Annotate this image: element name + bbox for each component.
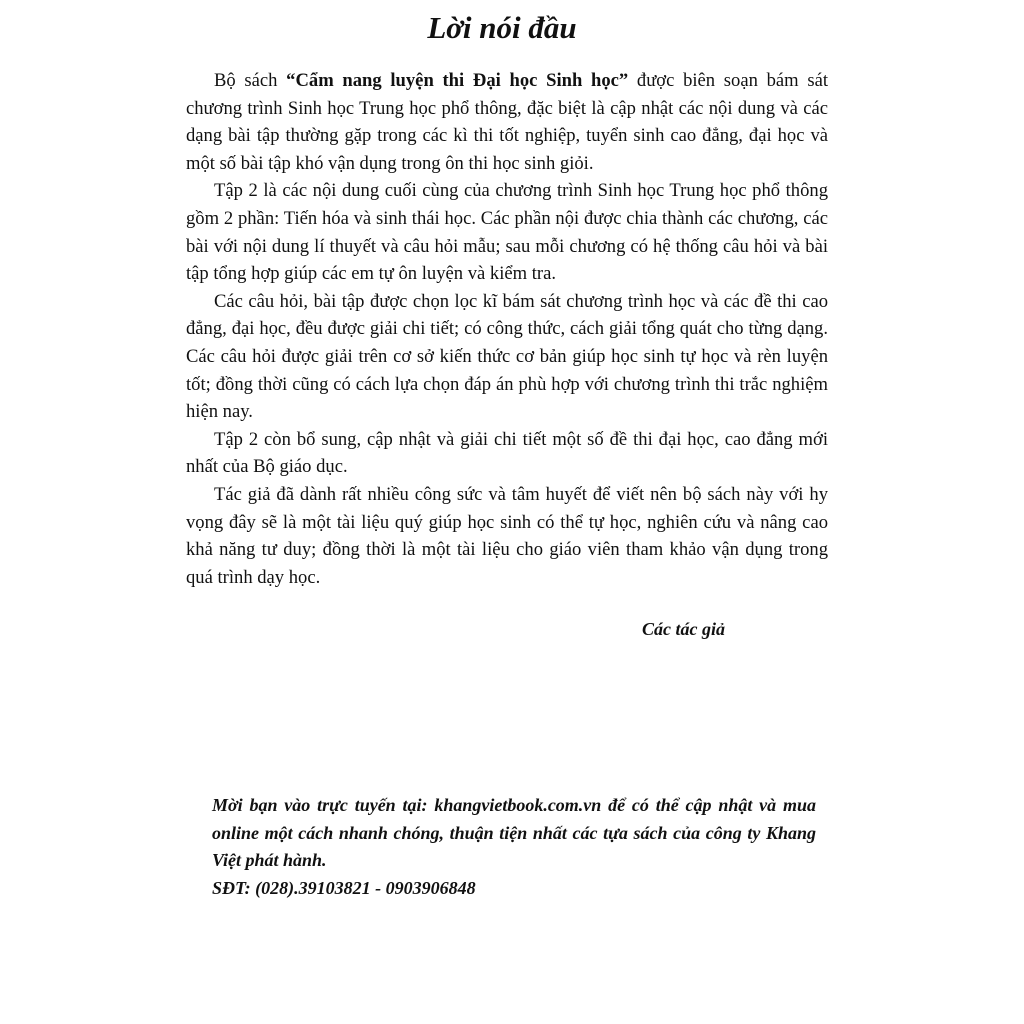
paragraph-2: Tập 2 là các nội dung cuối cùng của chương trình Sinh học Trung học phổ thông gồm 2 phần: Tiến hóa và sinh thái học. Các phần nội được chia thành các chương, các bài với nội dung lí thuyết và câu hỏi mẫu; sau mỗi chương có hệ thống câu hỏi và bài tập tổng hợp giúp các em tự ôn luyện và kiểm tra.	[186, 180, 828, 285]
footer-note	[212, 792, 816, 902]
paragraph-3: Các câu hỏi, bài tập được chọn lọc kĩ bám sát chương trình học và các đề thi cao đẳng, đại học, đều được giải chi tiết; có công thức, cách giải tổng quát cho từng dạng. Các câu hỏi được giải trên cơ sở kiến thức cơ bản giúp học sinh tự học và rèn luyện tốt; đồng thời cũng có cách lựa chọn đáp án phù hợp với chương trình thi trắc nghiệm hiện nay.	[186, 290, 828, 423]
paragraph-5: Tác giả đã dành rất nhiều công sức và tâm huyết để viết nên bộ sách này với hy vọng đây sẽ là một tài liệu quý giúp học sinh có thể tự học, nghiên cứu và nâng cao khả năng tư duy; đồng thời là một tài liệu cho giáo viên tham khảo vận dụng trong quá trình dạy học.	[186, 483, 828, 588]
book-series-title: “Cẩm nang luyện thi Đại học Sinh học”	[286, 70, 629, 91]
paragraph-1-pre: Bộ sách	[214, 70, 287, 91]
preface-body	[186, 67, 828, 591]
paragraph-1-post: được biên soạn bám sát chương trình Sinh học Trung học phổ thông, đặc biệt là cập nhật các nội dung và các dạng bài tập thường gặp trong các kì thi tốt nghiệp, tuyển sinh cao đẳng, đại học và một số bài tập khó vận dụng trong ôn thi học sinh giỏi.	[186, 70, 828, 174]
signature: Các tác giả	[642, 619, 725, 639]
footer-phone: SĐT: (028).39103821 - 0903906848	[212, 877, 476, 898]
footer-website-note: Mời bạn vào trực tuyến tại: khangvietbook.com.vn để có thể cập nhật và mua online một cách nhanh chóng, thuận tiện nhất các tựa sách của công ty Khang Việt phát hành.	[212, 795, 816, 871]
paragraph-1	[186, 67, 828, 177]
paragraph-4: Tập 2 còn bổ sung, cập nhật và giải chi tiết một số đề thi đại học, cao đẳng mới nhất của Bộ giáo dục.	[186, 428, 828, 478]
page-title: Lời nói đầu	[427, 10, 577, 45]
